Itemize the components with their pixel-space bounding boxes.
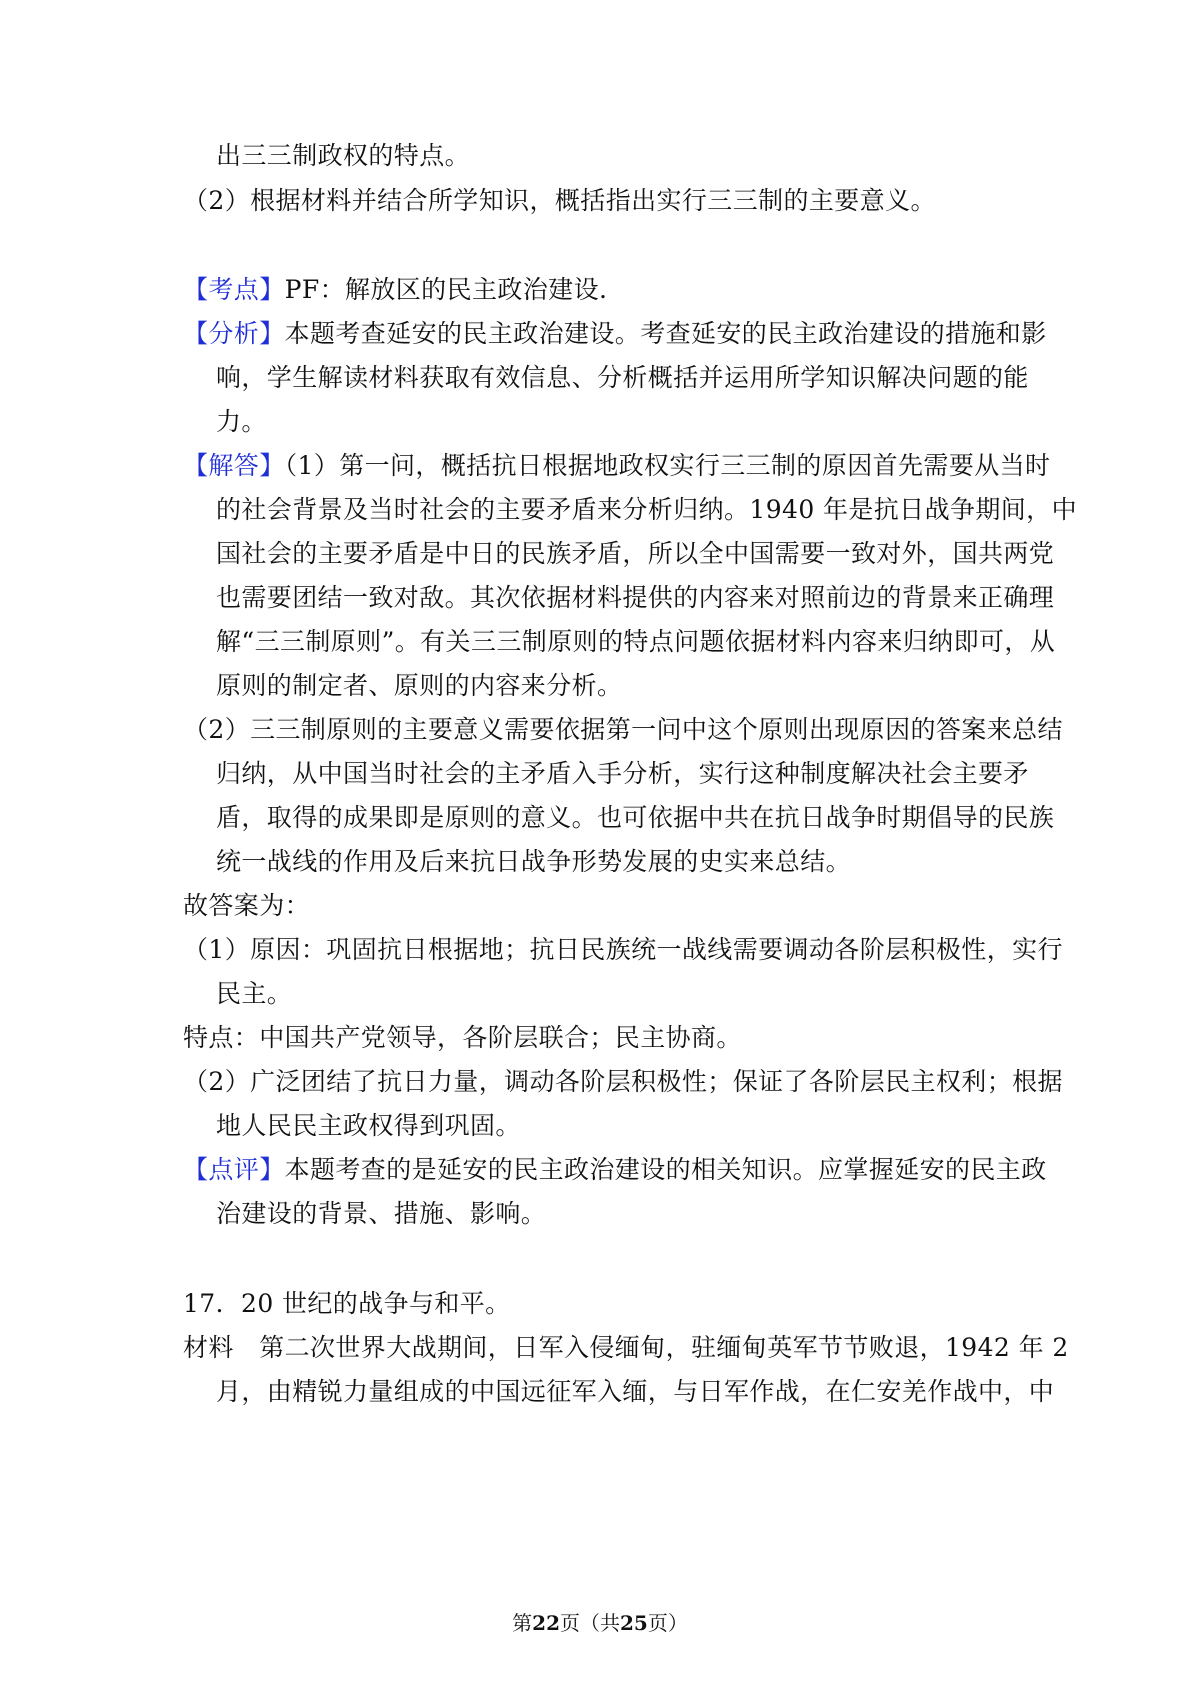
fenxi-line-1 xyxy=(183,310,1047,357)
jieda-part2-line-4: 统一战线的作用及后来抗日战争形势发展的史实来总结。 xyxy=(216,847,852,876)
jieda-line-5: 解“三三制原则”。有关三三制原则的特点问题依据材料内容来归纳即可，从 xyxy=(216,627,1056,656)
kaodian-line xyxy=(183,266,1023,313)
jieda-part2-line-2: 归纳，从中国当时社会的主矛盾入手分析，实行这种制度解决社会主要矛 xyxy=(216,759,1029,788)
fenxi-tag: 【分析】 xyxy=(183,319,285,348)
fenxi-text: 本题考查延安的民主政治建设。考查延安的民主政治建设的措施和影 xyxy=(284,319,1047,348)
q16-line-continued: 出三三制政权的特点。 xyxy=(216,141,471,170)
footer-total-pages: 25 xyxy=(620,1611,648,1635)
answer-features: 特点：中国共产党领导，各阶层联合；民主协商。 xyxy=(183,1023,742,1052)
dianping-tag: 【点评】 xyxy=(183,1155,285,1184)
fenxi-line-2: 响，学生解读材料获取有效信息、分析概括并运用所学知识解决问题的能 xyxy=(216,363,1029,392)
jieda-line-6: 原则的制定者、原则的内容来分析。 xyxy=(216,671,623,700)
answer-1-line-1: （1）原因：巩固抗日根据地；抗日民族统一战线需要调动各阶层积极性，实行 xyxy=(183,935,1063,964)
jieda-tag: 【解答】 xyxy=(183,451,285,480)
footer-suffix: 页） xyxy=(647,1611,688,1635)
jieda-part2-line-3: 盾，取得的成果即是原则的意义。也可依据中共在抗日战争时期倡导的民族 xyxy=(216,803,1055,832)
answer-label: 故答案为： xyxy=(183,891,311,920)
answer-2-line-1: （2）广泛团结了抗日力量，调动各阶层积极性；保证了各阶层民主权利；根据 xyxy=(183,1067,1063,1096)
q16-sub-question-2: （2）根据材料并结合所学知识，概括指出实行三三制的主要意义。 xyxy=(183,186,936,215)
dianping-text: 本题考查的是延安的民主政治建设的相关知识。应掌握延安的民主政 xyxy=(284,1155,1047,1184)
dianping-line-1 xyxy=(183,1146,1047,1193)
jieda-line-3: 国社会的主要矛盾是中日的民族矛盾，所以全中国需要一致对外，国共两党 xyxy=(216,539,1055,568)
fenxi-line-3: 力。 xyxy=(216,407,267,436)
jieda-line-1 xyxy=(183,442,1051,489)
q17-material-line-1: 材料 第二次世界大战期间，日军入侵缅甸，驻缅甸英军节节败退，1942 年 2 xyxy=(183,1333,1069,1362)
q17-title: 17．20 世纪的战争与和平。 xyxy=(183,1289,511,1318)
footer-mid: 页（共 xyxy=(560,1611,620,1635)
dianping-line-2: 治建设的背景、措施、影响。 xyxy=(216,1199,547,1228)
jieda-part2-line-1: （2）三三制原则的主要意义需要依据第一问中这个原则出现原因的答案来总结 xyxy=(183,715,1063,744)
answer-2-line-2: 地人民民主政权得到巩固。 xyxy=(216,1111,521,1140)
q17-material-line-2: 月，由精锐力量组成的中国远征军入缅，与日军作战，在仁安羌作战中，中 xyxy=(216,1377,1055,1406)
jieda-line-4: 也需要团结一致对敌。其次依据材料提供的内容来对照前边的背景来正确理 xyxy=(216,583,1055,612)
page-footer xyxy=(0,1609,1200,1637)
kaodian-tag: 【考点】 xyxy=(183,275,285,304)
answer-1-line-2: 民主。 xyxy=(216,979,293,1008)
kaodian-text: PF：解放区的民主政治建设. xyxy=(284,275,608,304)
footer-prefix: 第 xyxy=(512,1611,533,1635)
footer-page-number: 22 xyxy=(532,1611,560,1635)
jieda-line-2: 的社会背景及当时社会的主要矛盾来分析归纳。1940 年是抗日战争期间，中 xyxy=(216,495,1077,524)
jieda-text: （1）第一问，概括抗日根据地政权实行三三制的原因首先需要从当时 xyxy=(284,451,1051,480)
